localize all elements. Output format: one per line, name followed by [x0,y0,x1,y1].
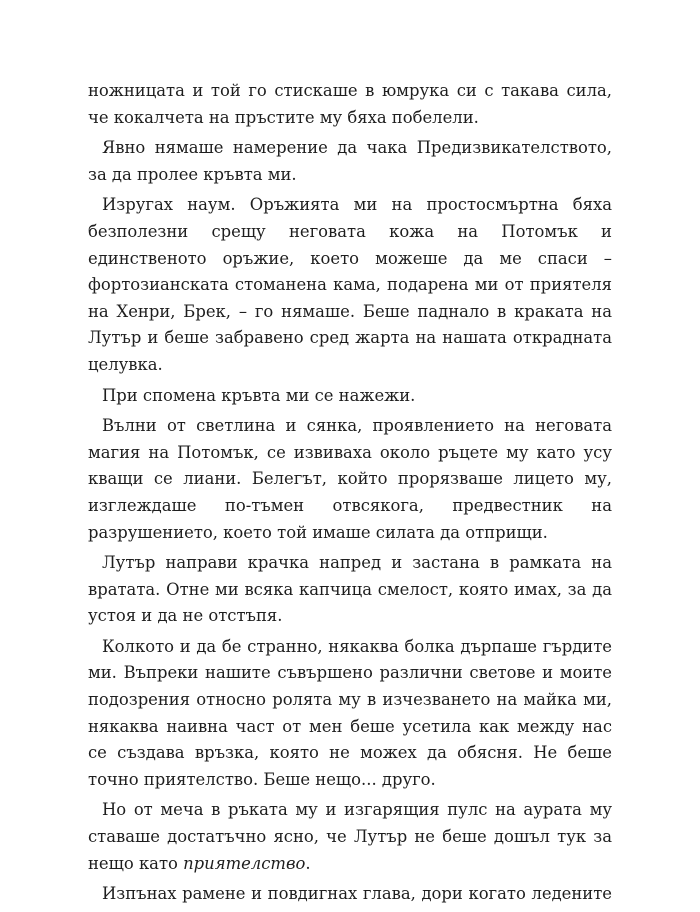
paragraph-8-text: Но от меча в ръката му и изгарящия пулс на аурата му ставаше достатъчно ясно, че Лутър не беше дошъл тук за нещо като [88,800,612,873]
paragraph-6: Лутър направи крачка напред и застана в рамката на вратата. Отне ми всяка капчица смелост, която имах, за да устоя и да не отстъпя. [88,553,612,626]
paragraph-4: При спомена кръвта ми се нажежи. [102,385,416,405]
paragraph-9: Изпънах рамене и повдигнах глава, дори когато ледените [102,884,612,904]
paragraph-3: Изругах наум. Оръжията ми на простосмъртна бяха безполезни срещу неговата кожа на Потомък и единственото оръжие, което можеше да ме спаси – фортозианската стоманена кама, подарена ми от приятеля на Хенри, Брек, – го нямаше. Беше паднало в краката на Лутър и беше забравено сред жарта на нашата откраднатa целувка. [88,195,612,374]
paragraph-1: ножницата и той го стискаше в юмрука си с такава сила, че кокалчета на пръстите му бяха побелели. [88,81,612,127]
page-text-block [88,78,612,912]
paragraph-8-end: . [305,853,311,873]
paragraph-2: Явно нямаше намерение да чака Предизвикателството, за да пролее кръвта ми. [88,138,612,184]
paragraph-5: Вълни от светлина и сянка, проявлението на неговата магия на Потомък, се извиваха около ръцете му като усу кващи се лиани. Белегът, който прорязваше лицето му, изглеждаше по-тъмен отвсякога, предвестник на разрушението, което той имаше силата да отприщи. [88,416,612,542]
paragraph-7: Колкото и да бе странно, някаква болка дърпаше гърдите ми. Въпреки нашите съвършено различни светове и моите подозрения относно ролята му в изчезването на майка ми, някаква наивна част от мен беше усетила как между нас се създава връзка, която не можех да обясня. Не беше точно приятелство. Беше нещо... друго. [88,636,612,789]
paragraph-8-emphasis: приятелство [183,853,306,873]
paragraph-8 [88,797,612,877]
